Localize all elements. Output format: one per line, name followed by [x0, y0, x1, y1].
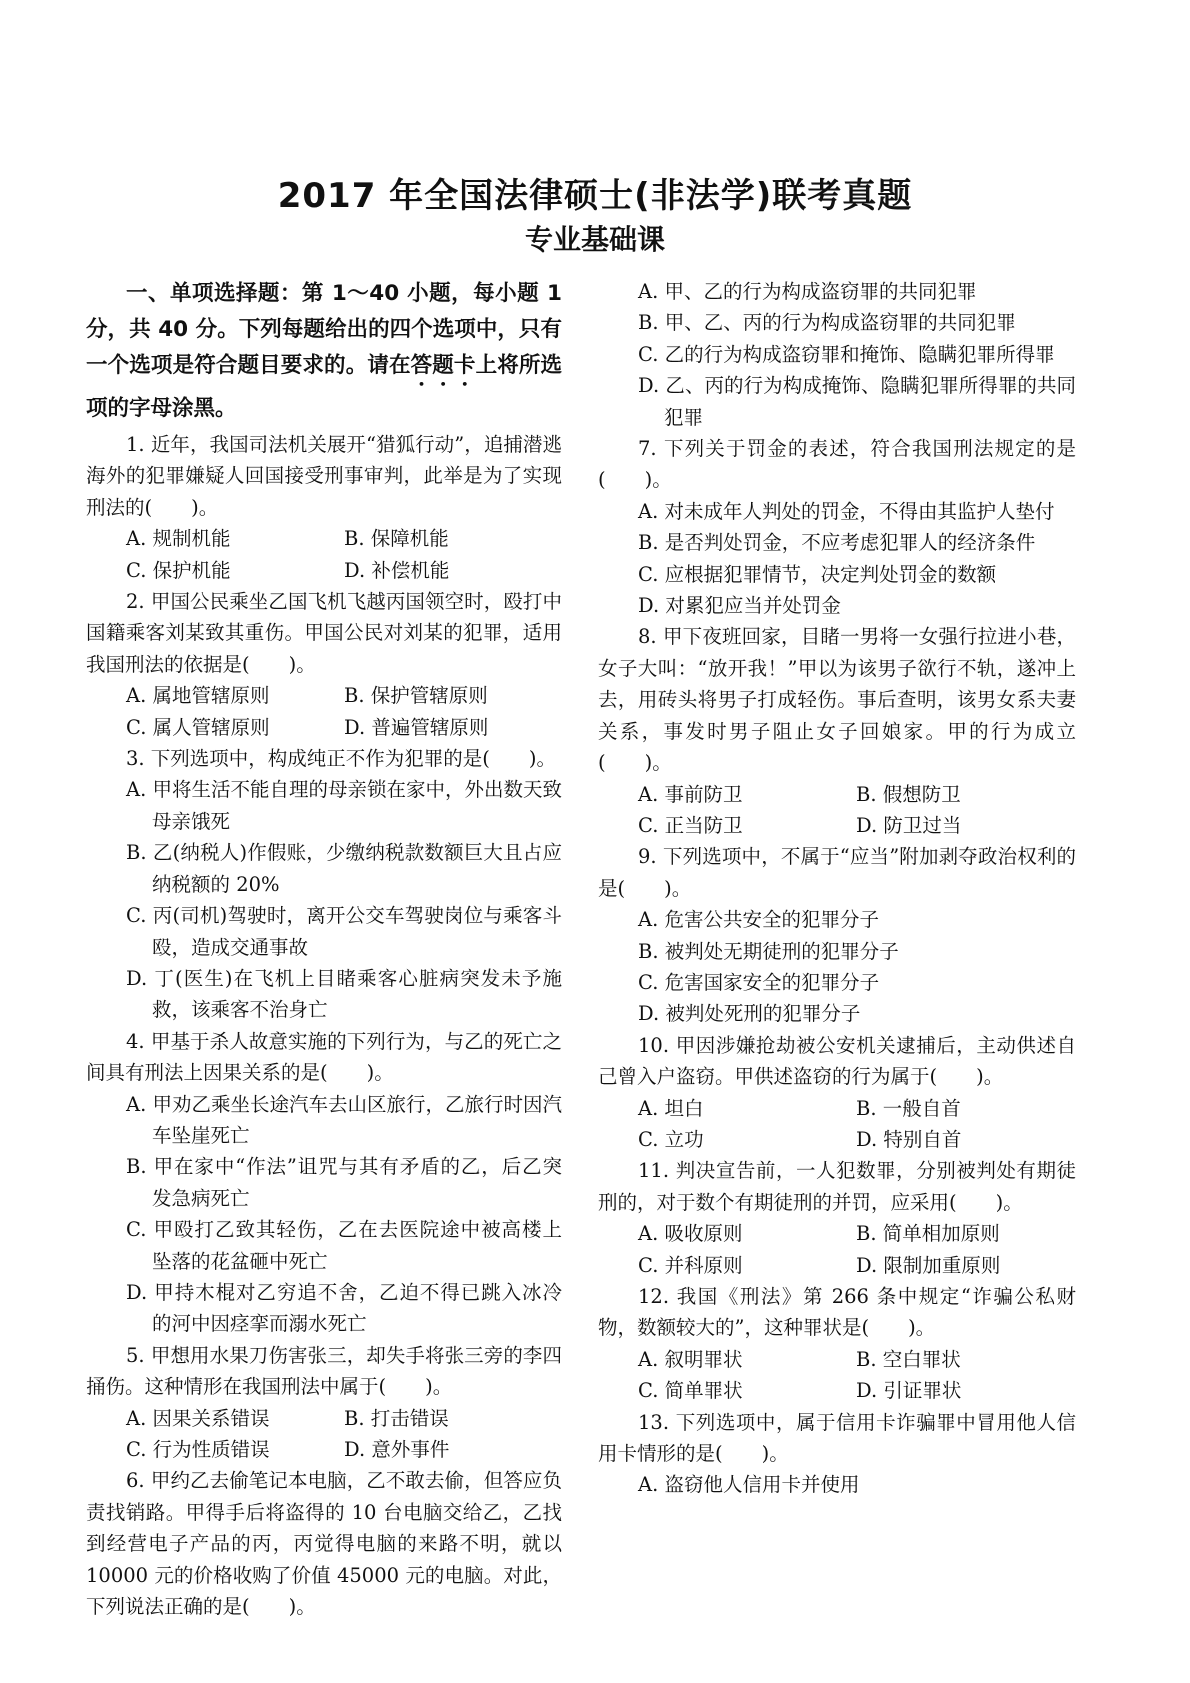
question-stem: 8. 甲下夜班回家，目睹一男将一女强行拉进小巷，女子大叫：“放开我！”甲以为该男子欲行不轨，遂冲上去，用砖头将男子打成轻伤。事后查明，该男女系夫妻关系，事发时男子阻止女子回娘家。甲的行为成立( )。 [598, 625, 1076, 775]
option-group [86, 1403, 562, 1466]
option: C. 应根据犯罪情节，决定判处罚金的数额 [638, 562, 997, 586]
option-group [598, 1218, 1076, 1281]
question-stem: 5. 甲想用水果刀伤害张三，却失手将张三旁的李四捅伤。这种情形在我国刑法中属于( )。 [86, 1343, 562, 1399]
option: B. 假想防卫 [856, 782, 961, 806]
option: A. 事前防卫 [638, 782, 743, 806]
option: C. 丙(司机)驾驶时，离开公交车驾驶岗位与乘客斗殴，造成交通事故 [126, 904, 562, 959]
question-stem: 12. 我国《刑法》第 266 条中规定“诈骗公私财物，数额较大的”，这种罪状是( )。 [598, 1285, 1076, 1340]
option: B. 保护管辖原则 [344, 684, 488, 708]
option: B. 一般自首 [856, 1096, 961, 1120]
instructions-text: 一、单项选择题：第 1～40 小题，每小题 1 分，共 40 分。下列每题给出的四个选项中，只有一个选项是符合题目要求的。请在 [86, 281, 562, 378]
option: C. 属人管辖原则 [126, 715, 270, 739]
option: D. 引证罪状 [856, 1379, 962, 1403]
question-stem: 9. 下列选项中，不属于“应当”附加剥夺政治权利的是( )。 [598, 845, 1076, 900]
option: D. 乙、丙的行为构成掩饰、隐瞒犯罪所得罪的共同犯罪 [638, 374, 1076, 429]
option-group [598, 779, 1076, 842]
option: A. 危害公共安全的犯罪分子 [638, 908, 879, 932]
option: B. 保障机能 [344, 527, 449, 551]
instructions-emphasis: 答题卡 [410, 353, 476, 378]
option: D. 限制加重原则 [856, 1253, 1001, 1277]
option-group [598, 1344, 1076, 1407]
question-stem: 7. 下列关于罚金的表述，符合我国刑法规定的是( )。 [598, 437, 1076, 492]
option: C. 保护机能 [126, 558, 231, 582]
option: A. 规制机能 [126, 527, 231, 551]
option: C. 行为性质错误 [126, 1438, 270, 1461]
question-stem: 3. 下列选项中，构成纯正不作为犯罪的是( )。 [126, 747, 557, 771]
option-group [598, 1093, 1076, 1156]
option: A. 坦白 [638, 1096, 704, 1120]
option: C. 乙的行为构成盗窃罪和掩饰、隐瞒犯罪所得罪 [638, 342, 1055, 366]
option: A. 甲将生活不能自理的母亲锁在家中，外出数天致母亲饿死 [126, 778, 562, 833]
option: B. 是否判处罚金，不应考虑犯罪人的经济条件 [638, 531, 1036, 555]
option: A. 对未成年人判处的罚金，不得由其监护人垫付 [638, 499, 1055, 523]
option-group [86, 523, 562, 586]
option: C. 正当防卫 [638, 813, 743, 837]
option: C. 并科原则 [638, 1253, 743, 1277]
option: B. 打击错误 [344, 1406, 449, 1430]
option: D. 甲持木棍对乙穷追不舍，乙迫不得已跳入冰冷的河中因痉挛而溺水死亡 [126, 1280, 562, 1336]
option-group [86, 680, 562, 743]
instructions-tail: 上将所选项的字母涂黑。 [86, 353, 562, 421]
page-title: 2017 年全国法律硕士(非法学)联考真题 [277, 176, 913, 216]
option: D. 意外事件 [344, 1438, 450, 1461]
option: D. 被判处死刑的犯罪分子 [638, 1002, 861, 1026]
option: C. 甲殴打乙致其轻伤，乙在去医院途中被高楼上坠落的花盆砸中死亡 [126, 1218, 562, 1273]
option: B. 甲、乙、丙的行为构成盗窃罪的共同犯罪 [638, 311, 1016, 335]
option: A. 叙明罪状 [638, 1347, 743, 1371]
question-stem: 4. 甲基于杀人故意实施的下列行为，与乙的死亡之间具有刑法上因果关系的是( )。 [86, 1029, 562, 1085]
option: C. 立功 [638, 1127, 704, 1151]
question-stem: 2. 甲国公民乘坐乙国飞机飞越丙国领空时，殴打中国籍乘客刘某致其重伤。甲国公民对刘某的犯罪，适用我国刑法的依据是( )。 [86, 590, 562, 676]
section-instructions [86, 276, 562, 427]
option: C. 危害国家安全的犯罪分子 [638, 970, 880, 994]
question-stem: 1. 近年，我国司法机关展开“猎狐行动”，追捕潜逃海外的犯罪嫌疑人回国接受刑事审判，此举是为了实现刑法的( )。 [86, 433, 562, 519]
option: D. 丁(医生)在飞机上目睹乘客心脏病突发未予施救，该乘客不治身亡 [126, 966, 562, 1022]
option: B. 被判处无期徒刑的犯罪分子 [638, 939, 899, 963]
option: B. 空白罪状 [856, 1347, 961, 1371]
question-stem: 13. 下列选项中，属于信用卡诈骗罪中冒用他人信用卡情形的是( )。 [598, 1410, 1076, 1466]
option: A. 因果关系错误 [126, 1406, 270, 1430]
option: D. 防卫过当 [856, 813, 962, 837]
question-stem: 6. 甲约乙去偷笔记本电脑，乙不敢去偷，但答应负责找销路。甲得手后将盗得的 10 台电脑交给乙，乙找到经营电子产品的丙，丙觉得电脑的来路不明，就以 10000 元的价格收购了价值 45000 元的电脑。对此，下列说法正确的是( )。 [86, 1469, 562, 1619]
left-column [86, 276, 562, 1622]
option: D. 对累犯应当并处罚金 [638, 594, 841, 618]
option: B. 简单相加原则 [856, 1222, 1000, 1246]
option: B. 乙(纳税人)作假账，少缴纳税款数额巨大且占应纳税额的 20% [126, 841, 562, 896]
option: A. 吸收原则 [638, 1222, 743, 1246]
option: D. 补偿机能 [344, 558, 450, 582]
right-column [598, 276, 1076, 1501]
option: A. 甲、乙的行为构成盗窃罪的共同犯罪 [638, 280, 977, 303]
option: B. 甲在家中“作法”诅咒与其有矛盾的乙，后乙突发急病死亡 [126, 1155, 562, 1210]
option: D. 普遍管辖原则 [344, 715, 489, 739]
option: A. 属地管辖原则 [126, 684, 270, 708]
option: D. 特别自首 [856, 1127, 962, 1151]
option: A. 甲劝乙乘坐长途汽车去山区旅行，乙旅行时因汽车坠崖死亡 [126, 1092, 562, 1147]
question-stem: 10. 甲因涉嫌抢劫被公安机关逮捕后，主动供述自己曾入户盗窃。甲供述盗窃的行为属于( )。 [598, 1033, 1076, 1089]
option: C. 简单罪状 [638, 1379, 743, 1403]
option: A. 盗窃他人信用卡并使用 [638, 1473, 860, 1497]
question-stem: 11. 判决宣告前，一人犯数罪，分别被判处有期徒刑的，对于数个有期徒刑的并罚，应采用( )。 [598, 1159, 1076, 1214]
page-subtitle: 专业基础课 [524, 223, 665, 256]
